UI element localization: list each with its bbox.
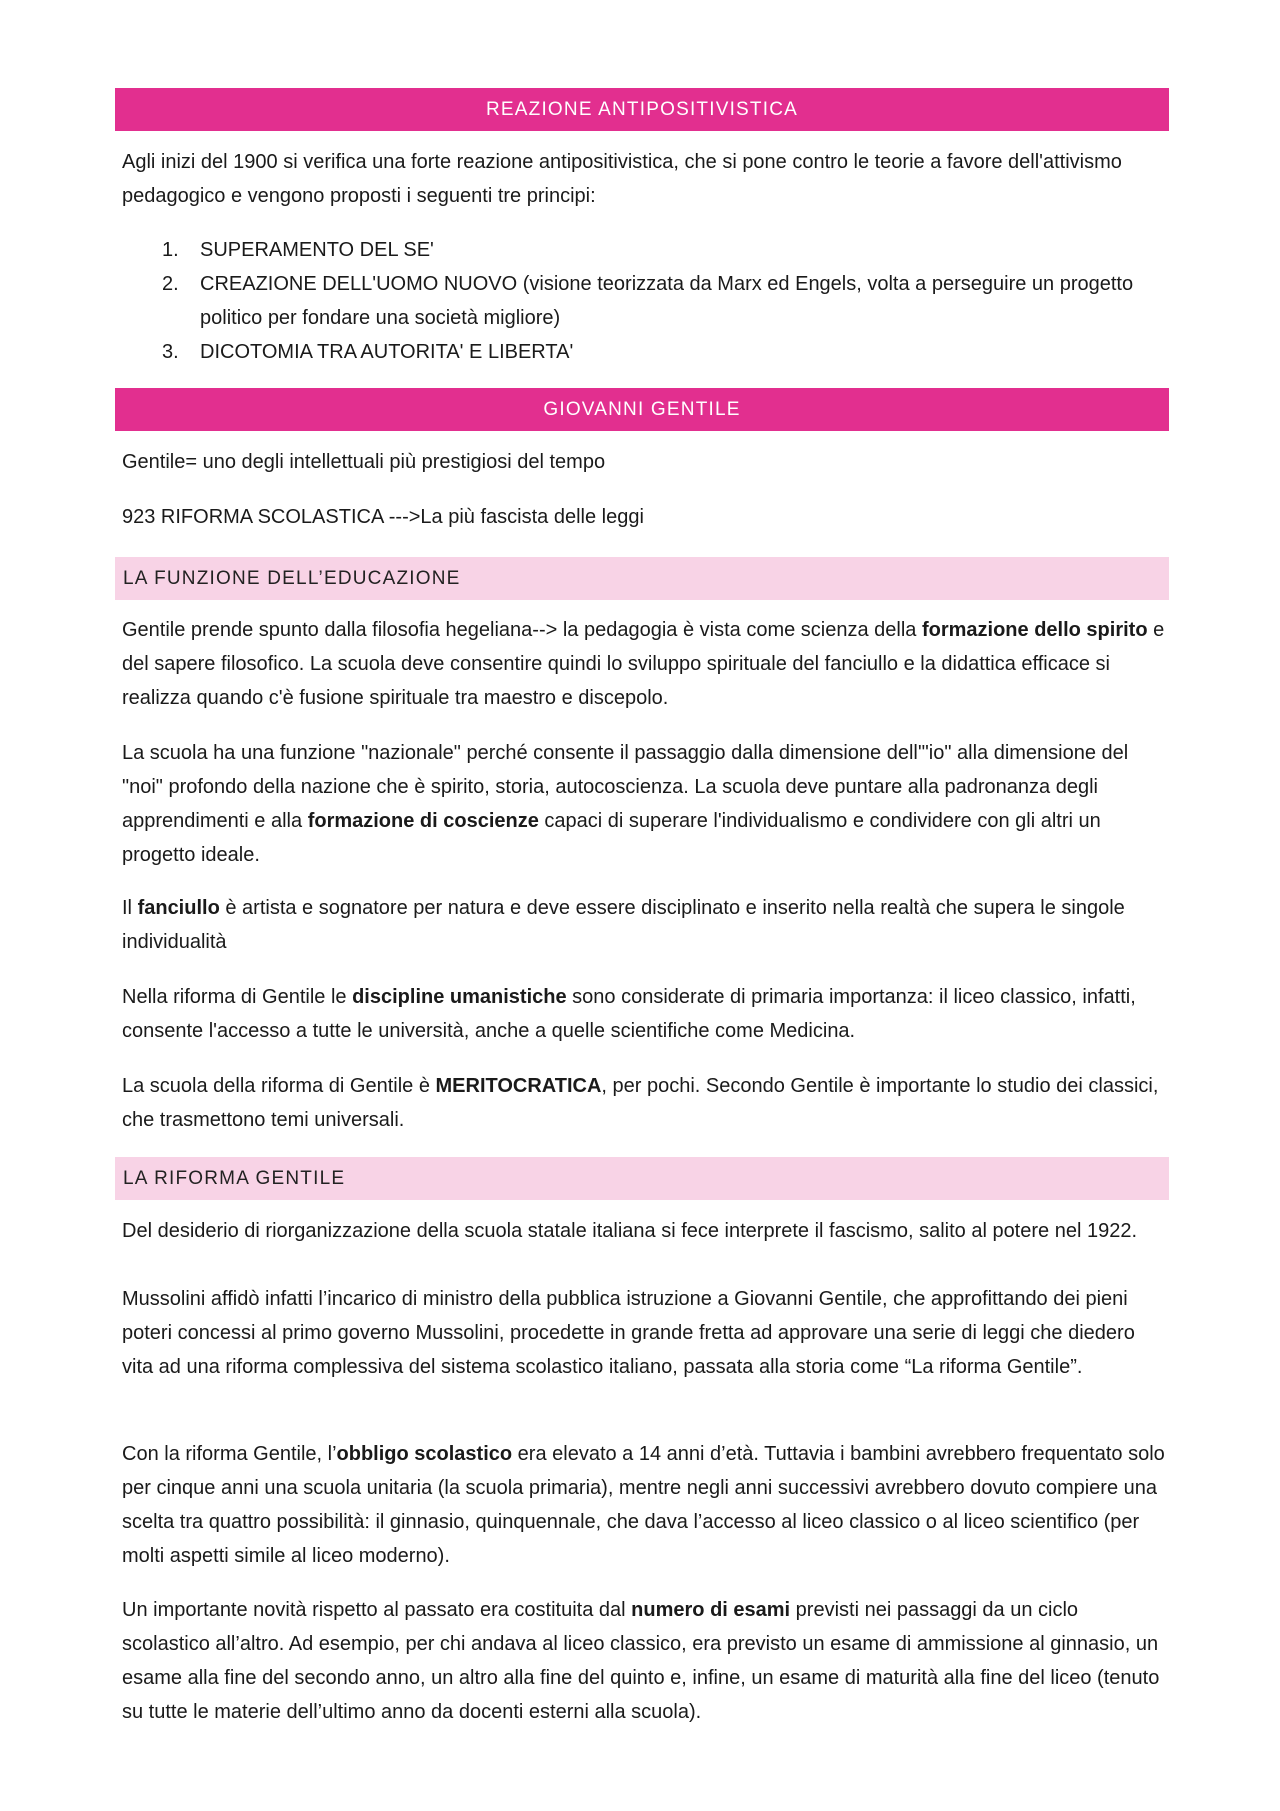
paragraph-gentile-definition: Gentile= uno degli intellettuali più prestigiosi del tempo [122,451,606,473]
subheading-funzione-educazione: LA FUNZIONE DELL’EDUCAZIONE [115,557,1169,600]
paragraph-riforma-scolastica: 923 RIFORMA SCOLASTICA --->La più fascista delle leggi [122,506,644,528]
paragraph-intro: Agli inizi del 1900 si verifica una forte reazione antipositivistica, che si pone contro le teorie a favore dell'attivismo pedagogico e vengono proposti i seguenti tre principi: [122,151,1122,207]
section-heading-reazione: REAZIONE ANTIPOSITIVISTICA [115,88,1169,131]
list-number: 1. [162,239,179,261]
paragraph-funzione-4: Nella riforma di Gentile le discipline umanistiche sono considerate di primaria importanza: il liceo classico, infatti, consente l'accesso a tutte le università, anche a quelle scientifiche come Medicina. [122,986,1136,1042]
paragraph-riforma-1a: Del desiderio di riorganizzazione della scuola statale italiana si fece interprete il fascismo, salito al potere nel 1922. [122,1220,1137,1242]
paragraph-funzione-2: La scuola ha una funzione "nazionale" perché consente il passaggio dalla dimensione dell'"io" alla dimensione del "noi" profondo della nazione che è spirito, storia, autocoscienza. La scuola deve puntare alla padronanza degli apprendimenti e alla formazione di coscienze capaci di superare l'individualismo e condividere con gli altri un progetto ideale. [122,742,1129,866]
list-text: DICOTOMIA TRA AUTORITA' E LIBERTA' [200,341,574,363]
paragraph-funzione-5: La scuola della riforma di Gentile è MERITOCRATICA, per pochi. Secondo Gentile è importante lo studio dei classici, che trasmettono temi universali. [122,1075,1159,1131]
bold-term: MERITOCRATICA [435,1075,602,1097]
paragraph-riforma-3: Un importante novità rispetto al passato era costituita dal numero di esami previsti nei passaggi da un ciclo scolastico all’altro. Ad esempio, per chi andava al liceo classico, era previsto un esame di ammissione al ginnasio, un esame alla fine del secondo anno, un altro alla fine del quinto e, infine, un esame di maturità alla fine del liceo (tenuto su tutte le materie dell’ultimo anno da docenti esterni alla scuola). [122,1599,1160,1723]
paragraph-funzione-3: Il fanciullo è artista e sognatore per natura e deve essere disciplinato e inserito nella realtà che supera le singole individualità [122,897,1125,953]
list-text: CREAZIONE DELL'UOMO NUOVO (visione teorizzata da Marx ed Engels, volta a perseguire un progetto politico per fondare una società migliore) [200,273,1134,329]
bold-term: obbligo scolastico [336,1443,513,1465]
section-heading-gentile: GIOVANNI GENTILE [115,388,1169,431]
list-text: SUPERAMENTO DEL SE' [200,239,434,261]
paragraph-riforma-2: Con la riforma Gentile, l’obbligo scolastico era elevato a 14 anni d’età. Tuttavia i bambini avrebbero frequentato solo per cinque anni una scuola unitaria (la scuola primaria), mentre negli anni successivi avrebbero dovuto compiere una scelta tra quattro possibilità: il ginnasio, quinquennale, che dava l’accesso al liceo classico o al liceo scientifico (per molti aspetti simile al liceo moderno). [122,1443,1165,1567]
paragraph-funzione-1: Gentile prende spunto dalla filosofia hegeliana--> la pedagogia è vista come scienza della formazione dello spirito e del sapere filosofico. La scuola deve consentire quindi lo sviluppo spirituale del fanciullo e la didattica efficace si realizza quando c'è fusione spirituale tra maestro e discepolo. [122,619,1165,709]
bold-term: numero di esami [631,1599,791,1621]
paragraph-riforma-1b: Mussolini affidò infatti l’incarico di ministro della pubblica istruzione a Giovanni Gentile, che approfittando dei pieni poteri concessi al primo governo Mussolini, procedette in grande fretta ad approvare una serie di leggi che diedero vita ad una riforma complessiva del sistema scolastico italiano, passata alla storia come “La riforma Gentile”. [122,1288,1135,1378]
bold-term: formazione dello spirito [921,619,1148,641]
bold-term: fanciullo [137,897,220,919]
bold-term: discipline umanistiche [352,986,567,1008]
list-number: 2. [162,273,179,295]
bold-term: formazione di coscienze [307,810,539,832]
subheading-riforma-gentile: LA RIFORMA GENTILE [115,1157,1169,1200]
list-number: 3. [162,341,179,363]
